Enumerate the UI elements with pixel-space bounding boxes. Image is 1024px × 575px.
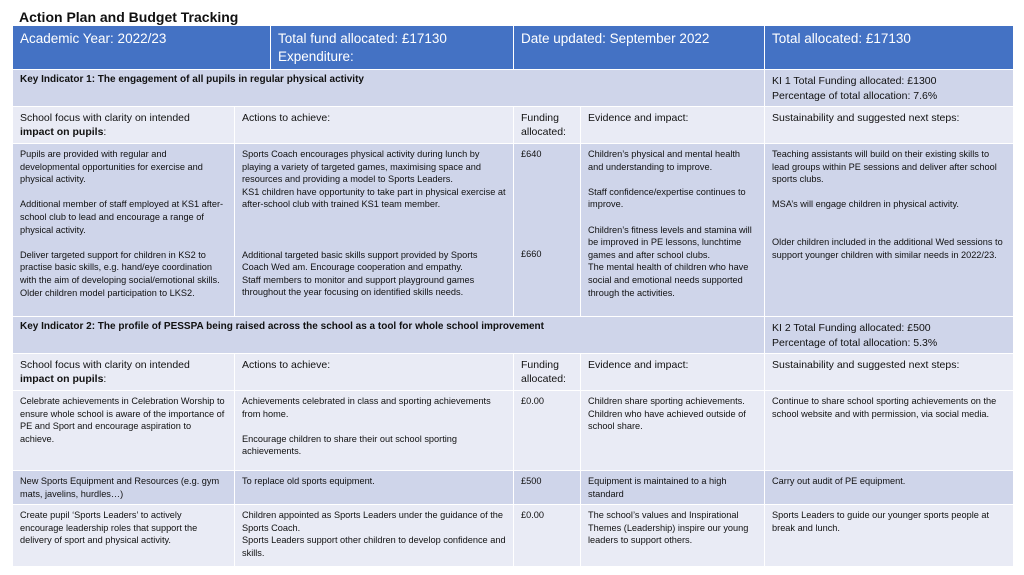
ki2-sustainability-cell: Carry out audit of PE equipment.	[765, 471, 1014, 505]
col-sustainability-header: Sustainability and suggested next steps:	[765, 354, 1014, 391]
ki2-funding-cell	[765, 317, 1014, 354]
academic-year-cell	[13, 26, 514, 70]
ki2-percentage: Percentage of total allocation: 5.3%	[772, 336, 938, 349]
ki2-actions-cell: To replace old sports equipment.	[235, 471, 514, 505]
col-funding-header: Funding allocated:	[514, 354, 581, 391]
col-evidence-header: Evidence and impact:	[581, 354, 765, 391]
ki2-actions-cell: Achievements celebrated in class and sporting achievements from home. Encourage children to share their out school sporting achievements.	[235, 391, 514, 471]
ki2-evidence-cell: Children share sporting achievements. Children who have achieved outside of school share.	[581, 391, 765, 471]
ki1-actions-cell: Sports Coach encourages physical activity during lunch by playing a variety of targeted games, maximising space and resources and providing a model to Sports Leaders. KS1 children have opportunity to take part in physical exercise at after-school club with trained KS1 team member. Additional targeted basic skills support provided by Sports Coach Wed am. Encourage cooperation and empathy. Staff members to monitor and support playground games throughout the year focusing on identified skills needs.	[235, 144, 514, 317]
ki2-focus-cell: Celebrate achievements in Celebration Worship to ensure whole school is aware of the importance of PE and Sport and encourage aspiration to achieve.	[13, 391, 235, 471]
col-focus-header: School focus with clarity on intended impact on pupils:	[13, 354, 235, 391]
col-actions-header: Actions to achieve:	[235, 354, 514, 391]
col-actions-header: Actions to achieve:	[235, 107, 514, 144]
ki2-funding-value: £0.00	[514, 505, 581, 567]
ki2-actions-cell: Children appointed as Sports Leaders under the guidance of the Sports Coach. Sports Leaders support other children to develop confidence and skills.	[235, 505, 514, 567]
table-row	[13, 505, 1014, 567]
col-evidence-header: Evidence and impact:	[581, 107, 765, 144]
expenditure-label: Expenditure:	[278, 49, 354, 64]
total-allocated: Total allocated: £17130	[772, 31, 911, 46]
ki1-percentage: Percentage of total allocation: 7.6%	[772, 89, 938, 102]
ki2-evidence-cell: The school’s values and Inspirational Themes (Leadership) inspire our young leaders to support others.	[581, 505, 765, 567]
table-row	[13, 391, 1014, 471]
ki2-funding-value: £0.00	[514, 391, 581, 471]
ki2-focus-cell: Create pupil ‘Sports Leaders’ to actively encourage leadership roles that support the delivery of sport and physical activity.	[13, 505, 235, 567]
col-funding-header: Funding allocated:	[514, 107, 581, 144]
academic-year: Academic Year: 2022/23	[20, 31, 167, 46]
ki2-focus-cell: New Sports Equipment and Resources (e.g. gym mats, javelins, hurdles…)	[13, 471, 235, 505]
ki1-funding: KI 1 Total Funding allocated: £1300	[772, 75, 937, 87]
ki2-funding: KI 2 Total Funding allocated: £500	[772, 322, 931, 334]
page-title: Action Plan and Budget Tracking	[19, 9, 239, 25]
ki1-focus-cell: Pupils are provided with regular and developmental opportunities for exercise and physical activity. Additional member of staff employed at KS1 after-school club to lead and encourage a range of physical activity. Deliver targeted support for children in KS2 to practise basic skills, e.g. hand/eye coordination with the aim of developing social/emotional skills. Older children model participation to LKS2.	[13, 144, 235, 317]
total-fund-allocated: Total fund allocated: £17130	[278, 31, 447, 46]
ki1-evidence-cell: Children’s physical and mental health and understanding to improve. Staff confidence/expertise continues to improve. Children’s fitness levels and stamina will be improved in PE lessons, lunchtime games and after school clubs. The mental health of children who have social and emotional needs supported through the activities.	[581, 144, 765, 317]
table-row	[13, 144, 1014, 317]
ki1-sustainability-cell: Teaching assistants will build on their existing skills to lead groups within PE sessions and deliver after school sports clubs. MSA’s will engage children in physical activity. Older children included in the additional Wed sessions to support younger children with similar needs in 2022/23.	[765, 144, 1014, 317]
ki2-funding-value: £500	[514, 471, 581, 505]
action-plan-table	[12, 25, 1014, 567]
date-updated-cell	[514, 26, 765, 70]
ki2-evidence-cell: Equipment is maintained to a high standard	[581, 471, 765, 505]
ki1-funding-cell	[765, 70, 1014, 107]
col-sustainability-header: Sustainability and suggested next steps:	[765, 107, 1014, 144]
ki1-title: Key Indicator 1: The engagement of all pupils in regular physical activity	[13, 70, 765, 107]
ki1-funding-values-cell: £640 £660	[514, 144, 581, 317]
ki2-sustainability-cell: Continue to share school sporting achievements on the school website and with permission, via social media.	[765, 391, 1014, 471]
col-focus-header: School focus with clarity on intended impact on pupils:	[13, 107, 235, 144]
table-row	[13, 471, 1014, 505]
ki2-title: Key Indicator 2: The profile of PESSPA being raised across the school as a tool for whole school improvement	[13, 317, 765, 354]
date-updated: Date updated: September 2022	[521, 31, 710, 46]
ki2-sustainability-cell: Sports Leaders to guide our younger sports people at break and lunch.	[765, 505, 1014, 567]
total-allocated-cell	[765, 26, 1014, 70]
